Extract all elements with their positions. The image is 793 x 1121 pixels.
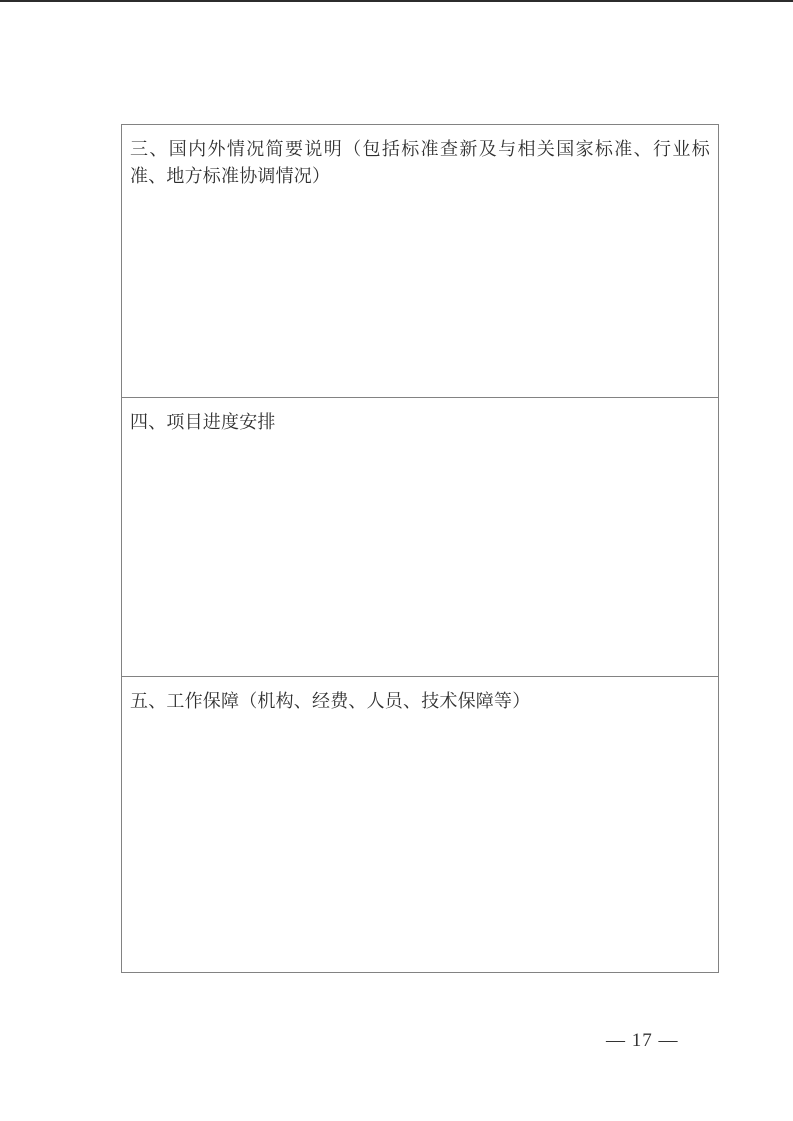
section-title-work-guarantee: 五、工作保障（机构、经费、人员、技术保障等） — [130, 691, 531, 711]
section-title-domestic-foreign-overview: 三、国内外情况简要说明（包括标准查新及与相关国家标准、行业标准、地方标准协调情况） — [130, 139, 710, 186]
section-title-project-schedule: 四、项目进度安排 — [130, 412, 276, 432]
scan-artifact-top-edge — [0, 0, 793, 2]
section-project-schedule — [122, 398, 718, 677]
page-number: — 17 — — [606, 1030, 679, 1051]
section-blank-area — [122, 190, 718, 397]
section-blank-area — [122, 436, 718, 676]
form-table — [121, 124, 719, 973]
section-domestic-foreign-overview — [122, 125, 718, 398]
section-work-guarantee — [122, 677, 718, 972]
section-blank-area — [122, 715, 718, 972]
